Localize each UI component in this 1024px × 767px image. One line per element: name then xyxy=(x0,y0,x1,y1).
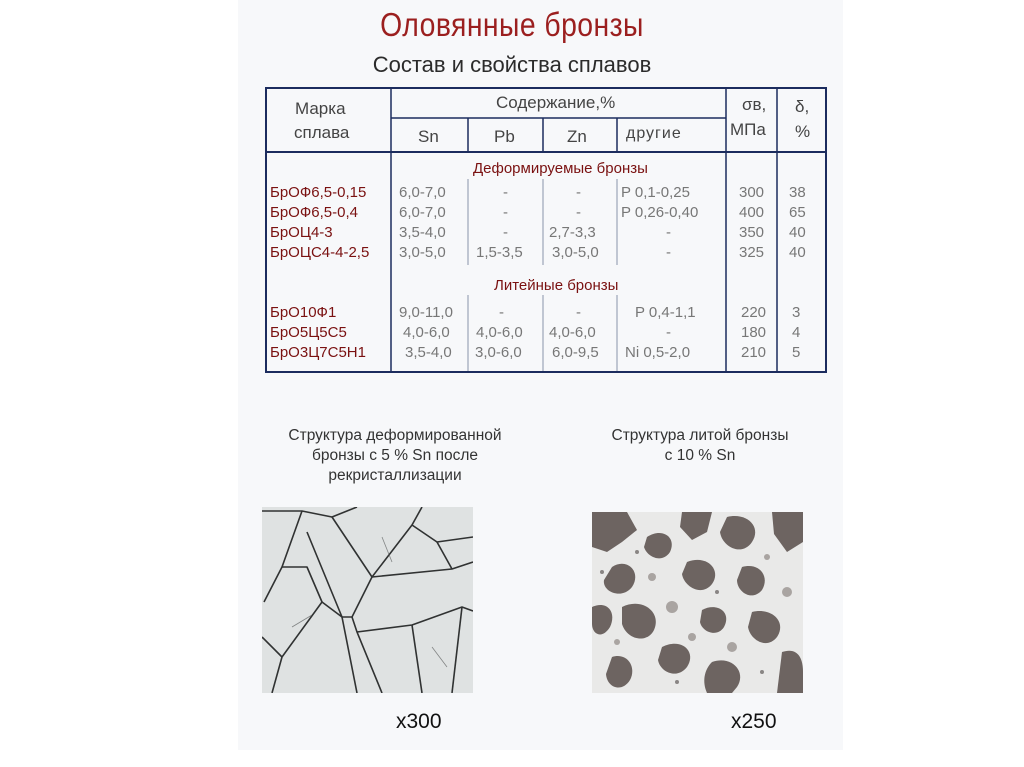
page-subtitle: Состав и свойства сплавов xyxy=(372,52,652,77)
table-row-zn: - xyxy=(576,184,581,201)
table-row-pb: 4,0-6,0 xyxy=(476,324,523,341)
table-row-sigma: 220 xyxy=(741,304,767,321)
grade-header-line2: сплава xyxy=(294,123,350,142)
table-row-grade: БрО3Ц7С5Н1 xyxy=(270,344,366,361)
cast-bronze-micrograph xyxy=(592,512,803,693)
table-row-zn: 2,7-3,3 xyxy=(549,224,596,241)
alloy-properties-table xyxy=(265,87,827,373)
table-row-zn: 6,0-9,5 xyxy=(552,344,599,361)
table-row-pb: 3,0-6,0 xyxy=(475,344,522,361)
table-row-grade: БрОЦ4-3 xyxy=(270,224,333,241)
left-caption xyxy=(255,426,535,486)
left-magnification: x300 xyxy=(396,710,442,733)
right-caption xyxy=(575,426,825,466)
wrought-group-title: Деформируемые бронзы xyxy=(473,160,648,177)
delta-header-line2: % xyxy=(795,122,811,141)
table-row-other: Ni 0,5-2,0 xyxy=(625,344,691,361)
deformed-bronze-micrograph xyxy=(262,507,473,693)
table-row-pb: 1,5-3,5 xyxy=(476,244,523,261)
table-row-delta: 40 xyxy=(789,244,806,261)
table-row-zn: 3,0-5,0 xyxy=(552,244,599,261)
sn-header: Sn xyxy=(418,127,439,146)
zn-header: Zn xyxy=(567,127,587,146)
sigma-header-line1: σв, xyxy=(742,95,767,114)
table-row-other: - xyxy=(666,324,671,341)
table-row-grade: БрОЦС4-4-2,5 xyxy=(270,244,370,261)
left-caption-line: рекристаллизации xyxy=(328,467,462,484)
table-row-sn: 3,5-4,0 xyxy=(399,224,446,241)
left-caption-line: бронзы с 5 % Sn после xyxy=(312,447,478,464)
table-row-zn: - xyxy=(576,304,581,321)
table-row-pb: - xyxy=(503,204,508,221)
table-row-delta: 65 xyxy=(789,204,806,221)
table-row-sn: 3,5-4,0 xyxy=(405,344,452,361)
table-row-sigma: 180 xyxy=(741,324,767,341)
table-row-delta: 5 xyxy=(792,344,801,361)
right-magnification: x250 xyxy=(731,710,777,733)
table-row-other: P 0,26-0,40 xyxy=(621,204,699,221)
table-row-sigma: 350 xyxy=(739,224,765,241)
table-row-delta: 40 xyxy=(789,224,806,241)
table-row-pb: - xyxy=(503,224,508,241)
table-row-delta: 38 xyxy=(789,184,806,201)
table-row-pb: - xyxy=(499,304,504,321)
sigma-header-line2: МПа xyxy=(730,120,766,139)
table-row-pb: - xyxy=(503,184,508,201)
page-title: Оловянные бронзы xyxy=(380,6,644,43)
table-row-sigma: 210 xyxy=(741,344,767,361)
table-row-zn: - xyxy=(576,204,581,221)
table-row-sn: 6,0-7,0 xyxy=(399,184,446,201)
table-row-delta: 3 xyxy=(792,304,801,321)
delta-header-line1: δ, xyxy=(795,97,810,116)
table-row-sn: 4,0-6,0 xyxy=(403,324,450,341)
right-caption-line: Структура литой бронзы xyxy=(611,427,789,444)
table-row-other: - xyxy=(666,224,671,241)
content-header: Содержание,% xyxy=(496,93,616,112)
table-row-other: P 0,1-0,25 xyxy=(621,184,690,201)
table-row-grade: БрОФ6,5-0,4 xyxy=(270,204,358,221)
cast-group-title: Литейные бронзы xyxy=(494,277,619,294)
table-row-sigma: 300 xyxy=(739,184,765,201)
right-caption-line: с 10 % Sn xyxy=(664,447,736,464)
grade-header-line1: Марка xyxy=(295,99,346,118)
table-row-other: - xyxy=(666,244,671,261)
table-row-grade: БрО10Ф1 xyxy=(270,304,337,321)
pb-header: Pb xyxy=(494,127,515,146)
table-row-sigma: 400 xyxy=(739,204,765,221)
table-row-grade: БрО5Ц5С5 xyxy=(270,324,347,341)
table-row-sn: 3,0-5,0 xyxy=(399,244,446,261)
table-row-other: P 0,4-1,1 xyxy=(635,304,696,321)
table-row-sn: 6,0-7,0 xyxy=(399,204,446,221)
table-row-zn: 4,0-6,0 xyxy=(549,324,596,341)
table-row-grade: БрОФ6,5-0,15 xyxy=(270,184,367,201)
table-row-sigma: 325 xyxy=(739,244,765,261)
table-row-delta: 4 xyxy=(792,324,801,341)
left-caption-line: Структура деформированной xyxy=(288,427,502,444)
other-header: другие xyxy=(626,125,682,142)
table-row-sn: 9,0-11,0 xyxy=(399,304,453,321)
